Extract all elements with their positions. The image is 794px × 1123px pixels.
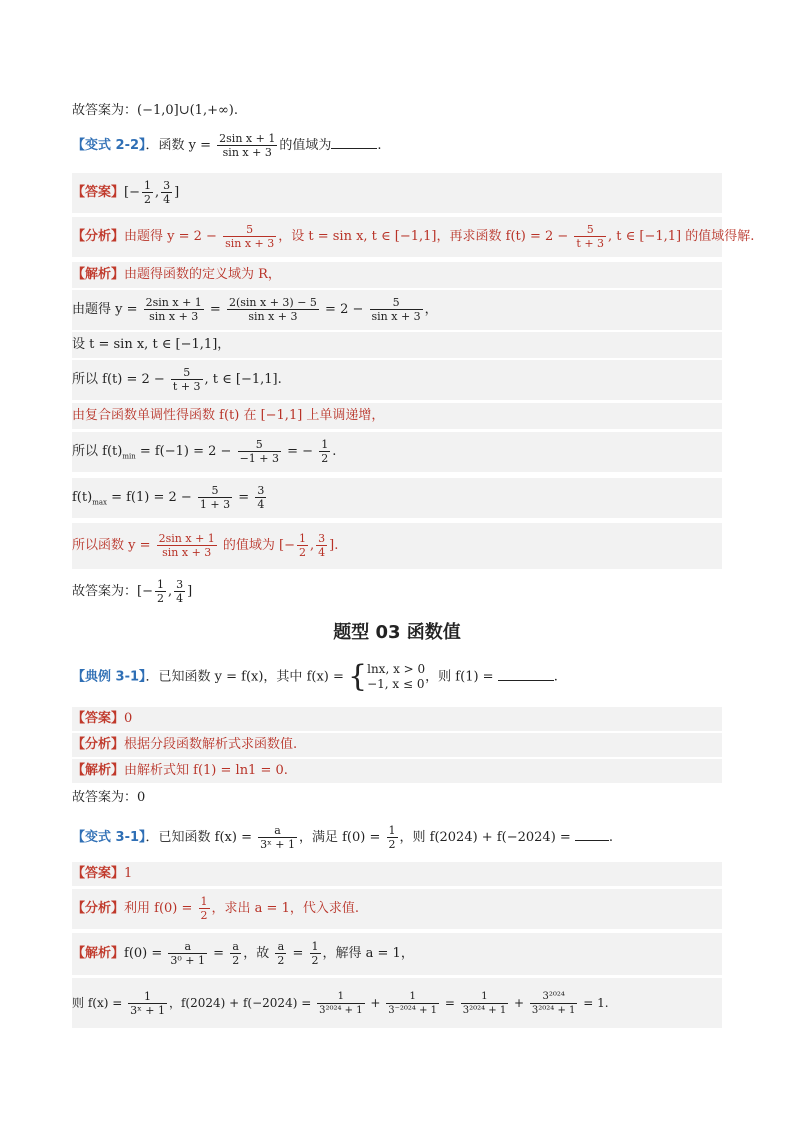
solution-step: 所以 $f(t)_{min} = f(-1) = 2$ − $\frac{5}{-1 + 3}$ = − $\frac{1}{2}$ . xyxy=(72,432,722,472)
conclusion-line: 故答案为：[− $\frac{1}{2}$ , $\frac{3}{4}$ ] xyxy=(72,578,193,605)
answer-line-prev xyxy=(72,99,722,118)
question-prefix: ．函数 y = xyxy=(145,138,216,153)
analysis-block: 【分析】由题得 y = 2 − $\frac{5}{\text{sin x + 3}}$ ，设 t = sin x, t ∈ [−1,1]，再求函数 f(t) = 2 − $\frac{5}{t + 3}$ , t ∈ [−1,1] 的值域得解. xyxy=(72,217,722,257)
solution-step: 由题得 y = $\frac{\text{2sin x + 1}}{\text{sin x + 3}}$ = $\frac{\text{2(sin x + 3) − 5}}{\text{sin x + 3}}$ = 2 − $\frac{5}{\text{sin x + 3}}$ ， xyxy=(72,290,722,330)
answer-block: 【答案】0 xyxy=(72,707,722,731)
variant-tag: 【变式 2-2】 xyxy=(72,138,146,153)
solution-step: 所以函数 y = $\frac{\text{2sin x + 1}}{\text{sin x + 3}}$ 的值域为 [− $\frac{1}{2}$ , $\frac{3}{4}$ ]. xyxy=(72,523,722,569)
variant-2-2-question: 【变式 2-2】．函数 y = $\frac{\text{2sin x + 1}}{\text{sin x + 3}}$ 的值域为 . xyxy=(72,132,382,159)
solution-step: 所以 f(t) = 2 − $\frac{5}{t + 3}$ , t ∈ [−1,1]. xyxy=(72,360,722,400)
answer-blank xyxy=(575,828,609,841)
solution-block: 【解析】由解析式知 f(1) = ln1 = 0. xyxy=(72,759,722,783)
solution-tag: 【解析】 xyxy=(72,946,125,961)
solution-step: $f(t)_{max} = f(1) = 2$ − $\frac{5}{1 + 3}$ = $\frac{3}{4}$ xyxy=(72,478,722,518)
fraction: $\frac{\text{2sin x + 1}}{\text{sin x + 3}}$ xyxy=(219,132,276,159)
answer-text: 故答案为：(−1,0]∪(1,+∞). xyxy=(72,103,239,118)
analysis-tag: 【分析】 xyxy=(72,901,125,916)
variant-3-1-question: 【变式 3-1】．已知函数 f(x) = $\frac{a}{\text{3ˣ + 1}}$ ，满足 f(0) = $\frac{1}{2}$ ，则 f(2024) + f(−2024) = . xyxy=(72,824,614,851)
example-tag: 【典例 3-1】 xyxy=(72,669,146,685)
answer-blank xyxy=(498,668,554,681)
answer-tag: 【答案】 xyxy=(72,711,125,726)
solution-block: 【解析】由题得函数的定义域为 R， xyxy=(72,262,722,288)
answer-block: 【答案】[− $\frac{1}{2}$ , $\frac{3}{4}$ ] xyxy=(72,173,722,213)
answer-tag: 【答案】 xyxy=(72,185,125,200)
answer-block: 【答案】1 xyxy=(72,862,722,886)
analysis-tag: 【分析】 xyxy=(72,737,125,752)
solution-block: 【解析】f(0) = $\frac{a}{\text{3⁰ + 1}}$ = $\frac{a}{2}$ ，故 $\frac{a}{2}$ = $\frac{1}{2}$ ，解得 a = 1， xyxy=(72,933,722,975)
analysis-tag: 【分析】 xyxy=(72,229,125,244)
brace-glyph: { xyxy=(348,659,368,694)
question-suffix: 的值域为 xyxy=(279,138,332,153)
solution-step: 设 t = sin x, t ∈ [−1,1]， xyxy=(72,332,722,358)
solution-tag: 【解析】 xyxy=(72,763,125,778)
solution-step: 由复合函数单调性得函数 f(t) 在 [−1,1] 上单调递增， xyxy=(72,403,722,429)
solution-step: 则 f(x) = $\frac{1}{\text{3ˣ + 1}}$ ，f(2024) + f(−2024) = $\frac{1}{\text{3²⁰²⁴ + 1}}$ + $\frac{1}{\text{3⁻²⁰²⁴ + 1}}$ = $\frac{1}{\text{3²⁰²⁴ + 1}}$ + $\frac{\text{3²⁰²⁴}}{\text{3²⁰²⁴ + 1}}$ = 1. xyxy=(72,978,722,1028)
analysis-block: 【分析】根据分段函数解析式求函数值. xyxy=(72,733,722,757)
answer-blank xyxy=(331,136,377,149)
piecewise-cases: lnx, x > 0 −1, x ≤ 0 xyxy=(367,662,426,691)
answer-tag: 【答案】 xyxy=(72,866,125,881)
example-3-1-question: 【典例 3-1】．已知函数 y = f(x)，其中 f(x) = { lnx, x > 0 −1, x ≤ 0 ，则 f(1) = . xyxy=(72,659,558,694)
solution-tag: 【解析】 xyxy=(72,267,125,282)
variant-tag: 【变式 3-1】 xyxy=(72,830,146,845)
section-heading: 题型 03 函数值 xyxy=(333,622,461,643)
analysis-block: 【分析】利用 f(0) = $\frac{1}{2}$ ，求出 a = 1，代入求值. xyxy=(72,889,722,929)
conclusion-line: 故答案为：0 xyxy=(72,790,146,805)
